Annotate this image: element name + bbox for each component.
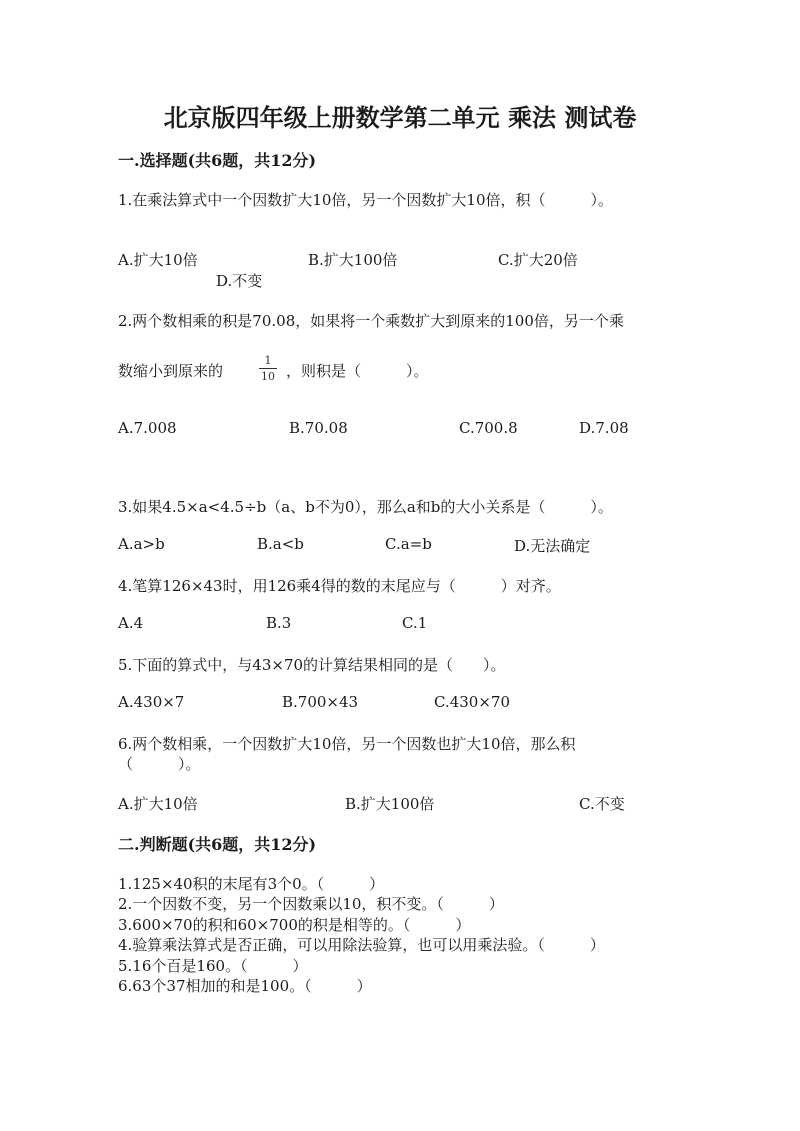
- question-3-option-a[interactable]: A.a>b: [118, 535, 165, 553]
- judgment-item-3: 3.600×70的积和60×700的积是相等的。（ ）: [118, 916, 471, 934]
- page-title: 北京版四年级上册数学第二单元 乘法 测试卷: [163, 103, 637, 132]
- question-1: 1.在乘法算式中一个因数扩大10倍，另一个因数扩大10倍，积（ ）。: [118, 191, 613, 209]
- question-6-line-2: （ ）。: [118, 755, 201, 773]
- question-6-option-b[interactable]: B.扩大100倍: [345, 795, 435, 813]
- question-5-option-a[interactable]: A.430×7: [118, 693, 185, 711]
- question-1-option-d[interactable]: D.不变: [216, 272, 263, 290]
- question-2-line-1: 2.两个数相乘的积是70.08，如果将一个乘数扩大到原来的100倍，另一个乘: [118, 312, 624, 330]
- question-3-option-b[interactable]: B.a<b: [257, 535, 304, 553]
- judgment-item-1: 1.125×40积的末尾有3个0。（ ）: [118, 875, 385, 893]
- question-5: 5.下面的算式中，与43×70的计算结果相同的是（ ）。: [118, 656, 506, 674]
- question-3: 3.如果4.5×a<4.5÷b（a、b不为0），那么a和b的大小关系是（ ）。: [118, 498, 613, 516]
- section-2-heading: 二.判断题(共6题，共12分): [118, 835, 317, 854]
- question-6-line-1: 6.两个数相乘，一个因数扩大10倍，另一个因数也扩大10倍，那么积: [118, 735, 576, 753]
- question-1-option-a[interactable]: A.扩大10倍: [118, 251, 198, 269]
- question-2-line-2-after: ，则积是（ ）。: [286, 362, 429, 380]
- question-6-option-a[interactable]: A.扩大10倍: [118, 795, 198, 813]
- question-4: 4.笔算126×43时，用126乘4得的数的末尾应与（ ）对齐。: [118, 577, 561, 595]
- question-3-option-c[interactable]: C.a=b: [385, 535, 432, 553]
- question-3-option-d[interactable]: D.无法确定: [514, 537, 591, 555]
- question-5-option-b[interactable]: B.700×43: [282, 693, 359, 711]
- question-2-option-d[interactable]: D.7.08: [579, 419, 629, 437]
- question-4-option-b[interactable]: B.3: [266, 614, 292, 632]
- judgment-item-2: 2.一个因数不变，另一个因数乘以10，积不变。（ ）: [118, 895, 504, 913]
- fraction-bar: [259, 368, 277, 369]
- question-2-option-c[interactable]: C.700.8: [459, 419, 518, 437]
- section-1-heading: 一.选择题(共6题，共12分): [118, 151, 317, 170]
- judgment-item-5: 5.16个百是160。（ ）: [118, 957, 308, 975]
- fraction-denominator: 10: [261, 370, 275, 383]
- question-5-option-c[interactable]: C.430×70: [434, 693, 510, 711]
- question-6-option-c[interactable]: C.不变: [579, 795, 625, 813]
- question-4-option-c[interactable]: C.1: [402, 614, 428, 632]
- fraction-numerator: 1: [264, 354, 272, 367]
- judgment-item-4: 4.验算乘法算式是否正确，可以用除法验算，也可以用乘法验。（ ）: [118, 936, 605, 954]
- fraction-one-tenth: [259, 354, 277, 383]
- question-1-option-b[interactable]: B.扩大100倍: [308, 251, 398, 269]
- question-1-option-c[interactable]: C.扩大20倍: [498, 251, 578, 269]
- question-2-option-a[interactable]: A.7.008: [118, 419, 177, 437]
- judgment-item-6: 6.63个37相加的和是100。（ ）: [118, 977, 372, 995]
- question-2-option-b[interactable]: B.70.08: [289, 419, 348, 437]
- question-4-option-a[interactable]: A.4: [118, 614, 144, 632]
- question-2-line-2-before: 数缩小到原来的: [118, 362, 224, 380]
